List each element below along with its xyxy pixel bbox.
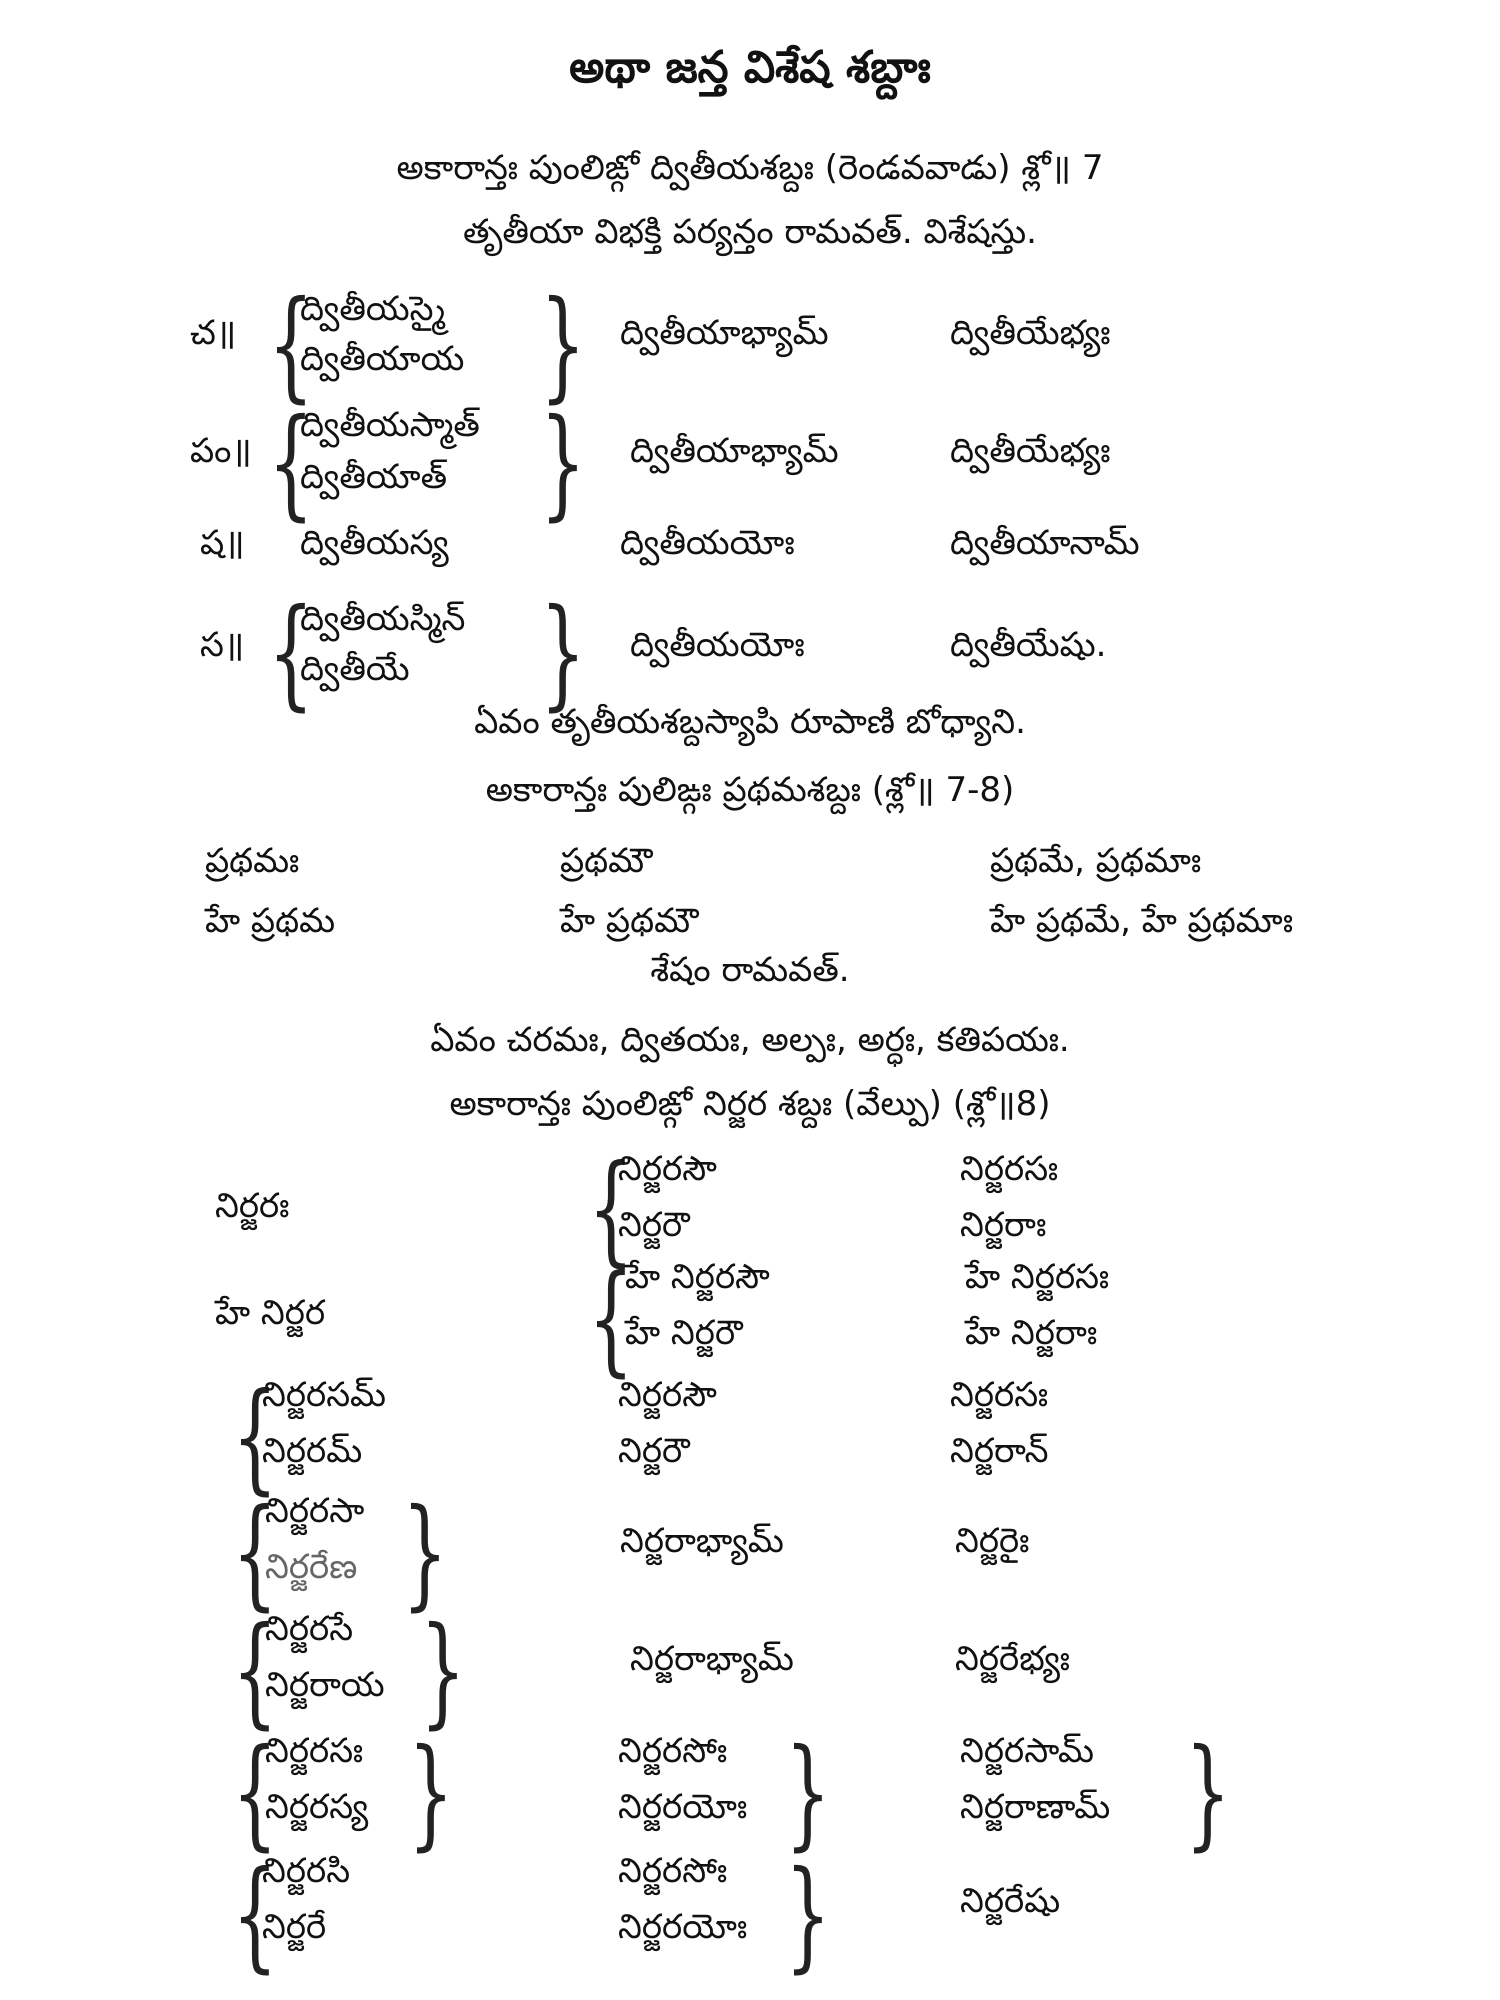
right-brace: }	[785, 1724, 831, 1863]
case-label: చ॥	[190, 313, 237, 353]
right-brace: }	[785, 1846, 831, 1985]
form-singular: నిర్జరసా	[265, 1491, 365, 1531]
right-brace: }	[408, 1724, 454, 1863]
form-singular: నిర్జరమ్	[262, 1431, 363, 1471]
section1-note: ఏవం తృతీయశబ్దస్యాపి రూపాణి బోధ్యాని.	[474, 702, 1026, 742]
right-brace: }	[540, 584, 586, 723]
form-plural: నిర్జరేషు	[960, 1881, 1061, 1921]
form-plural: ద్వితీయేభ్యః	[950, 313, 1111, 353]
form-singular: ద్వితీయస్మై	[300, 289, 446, 329]
form-dual: నిర్జరయోః	[618, 1787, 748, 1827]
form-dual: ప్రథమౌ	[560, 841, 653, 881]
left-brace: {	[268, 394, 314, 533]
right-brace: }	[540, 276, 586, 415]
section2-note: శేషం రామవత్.	[650, 950, 850, 990]
form-singular: నిర్జరసమ్	[262, 1375, 387, 1415]
form-singular: ద్వితీయే	[300, 649, 410, 689]
form-dual: ద్వితీయాభ్యామ్	[630, 431, 839, 471]
form-dual: ద్వితీయయోః	[620, 523, 795, 563]
left-brace: {	[232, 1368, 278, 1507]
form-singular: నిర్జరాయ	[265, 1665, 385, 1705]
form-plural: నిర్జరైః	[955, 1521, 1030, 1561]
form-dual: నిర్జరయోః	[618, 1907, 748, 1947]
form-plural: ద్వితీయానామ్	[950, 523, 1140, 563]
form-singular: నిర్జరస్య	[265, 1787, 369, 1827]
form-singular: నిర్జరే	[262, 1907, 327, 1947]
form-dual: నిర్జరసౌ	[618, 1375, 717, 1415]
form-plural: ద్వితీయేషు.	[950, 625, 1107, 665]
form-plural: హే నిర్జరాః	[965, 1313, 1098, 1353]
form-plural: నిర్జరాన్	[950, 1431, 1049, 1471]
case-label: స॥	[200, 625, 245, 665]
section2-list: ఏవం చరమః, ద్వితయః, అల్పః, అర్ధః, కతిపయః.	[430, 1020, 1070, 1060]
form-plural: నిర్జరేభ్యః	[955, 1639, 1070, 1679]
form-singular: హే ప్రథమ	[205, 901, 336, 941]
form-singular: ద్వితీయాయ	[300, 339, 465, 379]
form-dual: హే నిర్జరౌ	[625, 1313, 743, 1353]
form-singular: నిర్జరసః	[265, 1731, 364, 1771]
left-brace: {	[588, 1250, 634, 1389]
page-title: అథా జన్త విశేష శబ్దాః	[569, 42, 931, 93]
form-plural: నిర్జరాణామ్	[960, 1787, 1111, 1827]
form-plural: నిర్జరసః	[960, 1149, 1059, 1189]
form-plural: నిర్జరాః	[960, 1205, 1047, 1245]
form-singular: ద్వితీయస్య	[300, 523, 449, 563]
form-singular: నిర్జరసి	[262, 1851, 351, 1891]
form-dual: ద్వితీయయోః	[630, 625, 805, 665]
form-dual: నిర్జరసౌ	[618, 1149, 717, 1189]
right-brace: }	[420, 1602, 466, 1741]
form-singular: ప్రథమః	[205, 841, 300, 881]
section3-heading: అకారాన్తః పుంలిఙ్గో నిర్జర శబ్దః (వేల్పు) (శ్లో॥8)	[449, 1084, 1051, 1124]
left-brace: {	[232, 1724, 278, 1863]
left-brace: {	[232, 1602, 278, 1741]
right-brace: }	[540, 394, 586, 533]
form-singular: ద్వితీయస్మిన్	[300, 599, 466, 639]
right-brace: }	[402, 1484, 448, 1623]
section2-heading: అకారాన్తః పులిఙ్గః ప్రథమశబ్దః (శ్లో॥ 7-8)	[485, 770, 1015, 810]
form-singular: హే నిర్జర	[215, 1293, 326, 1333]
right-brace: }	[1185, 1724, 1231, 1863]
form-plural: నిర్జరసామ్	[960, 1731, 1094, 1771]
left-brace: {	[232, 1484, 278, 1623]
form-dual: హే ప్రథమౌ	[560, 901, 699, 941]
form-singular: నిర్జరేణ	[265, 1547, 358, 1587]
form-plural: హే నిర్జరసః	[965, 1257, 1110, 1297]
form-dual: నిర్జరాభ్యామ్	[620, 1521, 784, 1561]
left-brace: {	[268, 276, 314, 415]
form-plural: నిర్జరసః	[950, 1375, 1049, 1415]
form-dual: నిర్జరాభ్యామ్	[630, 1639, 794, 1679]
section1-subheading: తృతీయా విభక్తి పర్యన్తం రామవత్. విశేషస్తు.	[463, 212, 1037, 252]
form-dual: నిర్జరౌ	[618, 1205, 690, 1245]
form-plural: ప్రథమే, ప్రథమాః	[990, 841, 1202, 881]
section1-heading: అకారాన్తః పుంలిఙ్గో ద్వితీయశబ్దః (రెండవవాడు) శ్లో॥ 7	[396, 148, 1104, 188]
left-brace: {	[232, 1846, 278, 1985]
form-dual: నిర్జరసోః	[618, 1851, 728, 1891]
form-dual: నిర్జరసోః	[618, 1731, 728, 1771]
form-dual: నిర్జరౌ	[618, 1431, 690, 1471]
form-singular: ద్వితీయాత్	[300, 457, 448, 497]
left-brace: {	[268, 584, 314, 723]
form-plural: ద్వితీయేభ్యః	[950, 431, 1111, 471]
case-label: ష॥	[200, 523, 245, 563]
case-label: పం॥	[190, 431, 252, 471]
left-brace: {	[588, 1140, 634, 1279]
form-dual: ద్వితీయాభ్యామ్	[620, 313, 829, 353]
form-dual: హే నిర్జరసౌ	[625, 1257, 770, 1297]
form-plural: హే ప్రథమే, హే ప్రథమాః	[990, 901, 1294, 941]
form-singular: నిర్జరసే	[265, 1609, 354, 1649]
form-singular: ద్వితీయస్మాత్	[300, 405, 480, 445]
form-singular: నిర్జరః	[215, 1186, 290, 1226]
